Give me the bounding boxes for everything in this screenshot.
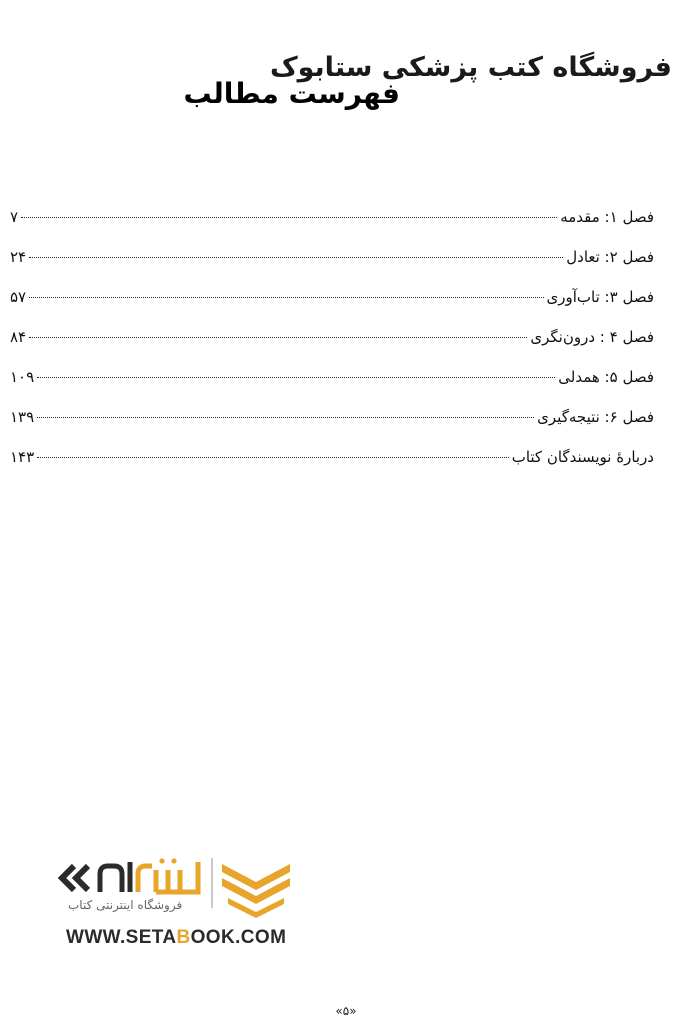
toc-leader-dots — [37, 417, 534, 418]
page-title: فهرست مطالب — [183, 77, 400, 110]
toc-entry — [10, 368, 654, 408]
url-prefix: WWW.SETA — [66, 927, 177, 948]
toc-entry — [10, 288, 654, 328]
toc-entry-page: ۷ — [10, 208, 19, 226]
toc-entry-label: فصل ۴ : درون‌نگری — [530, 328, 654, 346]
toc-leader-dots — [21, 217, 557, 218]
toc-entry-page: ۲۴ — [10, 248, 27, 266]
store-website-url — [66, 927, 286, 949]
toc-leader-dots — [29, 337, 527, 338]
toc-leader-dots — [29, 257, 563, 258]
logo-subtitle: فروشگاه اینترنتی کتاب — [68, 898, 183, 912]
toc-leader-dots — [37, 377, 555, 378]
table-of-contents — [10, 208, 654, 488]
toc-leader-dots — [29, 297, 543, 298]
toc-entry-page: ۱۳۹ — [10, 408, 35, 426]
store-name-watermark: فروشگاه کتب پزشکی ستابوک — [269, 52, 672, 83]
toc-entry-page: ۱۰۹ — [10, 368, 35, 386]
toc-entry-label: فصل ۵: همدلی — [558, 368, 654, 386]
toc-entry-page: ۵۷ — [10, 288, 27, 306]
toc-entry — [10, 408, 654, 448]
url-suffix: OOK.COM — [190, 927, 287, 948]
toc-entry — [10, 208, 654, 248]
url-accent-letter: B — [176, 927, 191, 948]
toc-entry — [10, 448, 654, 488]
toc-entry-label: فصل ۲: تعادل — [566, 248, 654, 266]
toc-entry-page: ۱۴۳ — [10, 448, 35, 466]
page-number: «۵» — [335, 1004, 357, 1018]
toc-entry-label: فصل ۱: مقدمه — [560, 208, 654, 226]
toc-entry — [10, 328, 654, 368]
toc-entry — [10, 248, 654, 288]
toc-entry-label: فصل ۳: تاب‌آوری — [546, 288, 654, 306]
toc-entry-page: ۸۴ — [10, 328, 27, 346]
toc-entry-label: دربارهٔ نویسندگان کتاب — [511, 448, 654, 466]
setabook-logo — [52, 852, 292, 952]
toc-leader-dots — [37, 457, 509, 458]
toc-entry-label: فصل ۶: نتیجه‌گیری — [537, 408, 654, 426]
